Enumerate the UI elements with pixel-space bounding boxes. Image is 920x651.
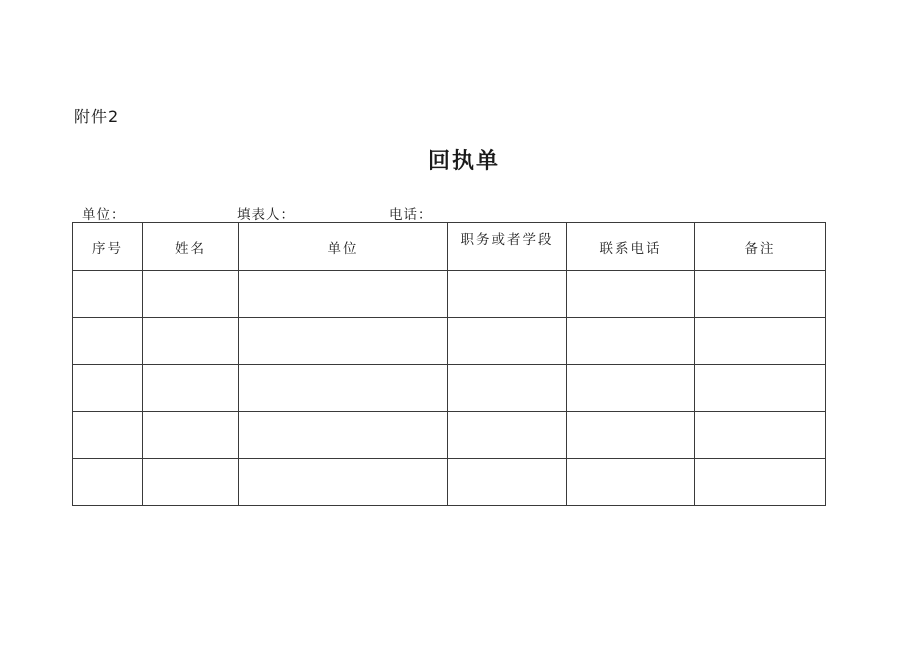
table-cell[interactable] xyxy=(695,365,826,412)
table-cell[interactable] xyxy=(239,365,448,412)
unit-label: 单位： xyxy=(82,207,126,223)
header-serial-number: 序号 xyxy=(73,223,143,271)
header-remarks: 备注 xyxy=(695,223,826,271)
table-cell[interactable] xyxy=(567,271,695,318)
table-cell[interactable] xyxy=(73,459,143,506)
table-cell[interactable] xyxy=(143,459,239,506)
table-cell[interactable] xyxy=(567,318,695,365)
attachment-label: 附件2 xyxy=(74,107,120,126)
table-cell[interactable] xyxy=(567,412,695,459)
table-row xyxy=(73,271,826,318)
table-cell[interactable] xyxy=(143,318,239,365)
table-row xyxy=(73,459,826,506)
table-cell[interactable] xyxy=(695,412,826,459)
table-cell[interactable] xyxy=(73,365,143,412)
table-cell[interactable] xyxy=(143,271,239,318)
table-cell[interactable] xyxy=(695,459,826,506)
table-cell[interactable] xyxy=(695,271,826,318)
header-contact-phone: 联系电话 xyxy=(567,223,695,271)
phone-label: 电话： xyxy=(389,207,433,223)
table-cell[interactable] xyxy=(143,412,239,459)
form-meta-row xyxy=(0,203,920,223)
table-cell[interactable] xyxy=(239,412,448,459)
header-unit: 单位 xyxy=(239,223,448,271)
table-cell[interactable] xyxy=(73,318,143,365)
table-cell[interactable] xyxy=(143,365,239,412)
table-cell[interactable] xyxy=(448,459,567,506)
table-cell[interactable] xyxy=(239,459,448,506)
table-row xyxy=(73,318,826,365)
receipt-table xyxy=(72,222,826,506)
table-cell[interactable] xyxy=(695,318,826,365)
table-cell[interactable] xyxy=(73,271,143,318)
table-cell[interactable] xyxy=(239,318,448,365)
table-row xyxy=(73,365,826,412)
table-cell[interactable] xyxy=(73,412,143,459)
header-position-or-grade: 职务或者学段 xyxy=(448,223,567,271)
table-row xyxy=(73,412,826,459)
table-cell[interactable] xyxy=(448,318,567,365)
filler-label: 填表人： xyxy=(237,207,295,223)
table-cell[interactable] xyxy=(448,365,567,412)
header-name: 姓名 xyxy=(143,223,239,271)
page-title: 回执单 xyxy=(427,149,500,174)
table-cell[interactable] xyxy=(567,365,695,412)
table-cell[interactable] xyxy=(448,412,567,459)
table-cell[interactable] xyxy=(448,271,567,318)
table-cell[interactable] xyxy=(239,271,448,318)
table-cell[interactable] xyxy=(567,459,695,506)
table-header-row xyxy=(73,223,826,271)
